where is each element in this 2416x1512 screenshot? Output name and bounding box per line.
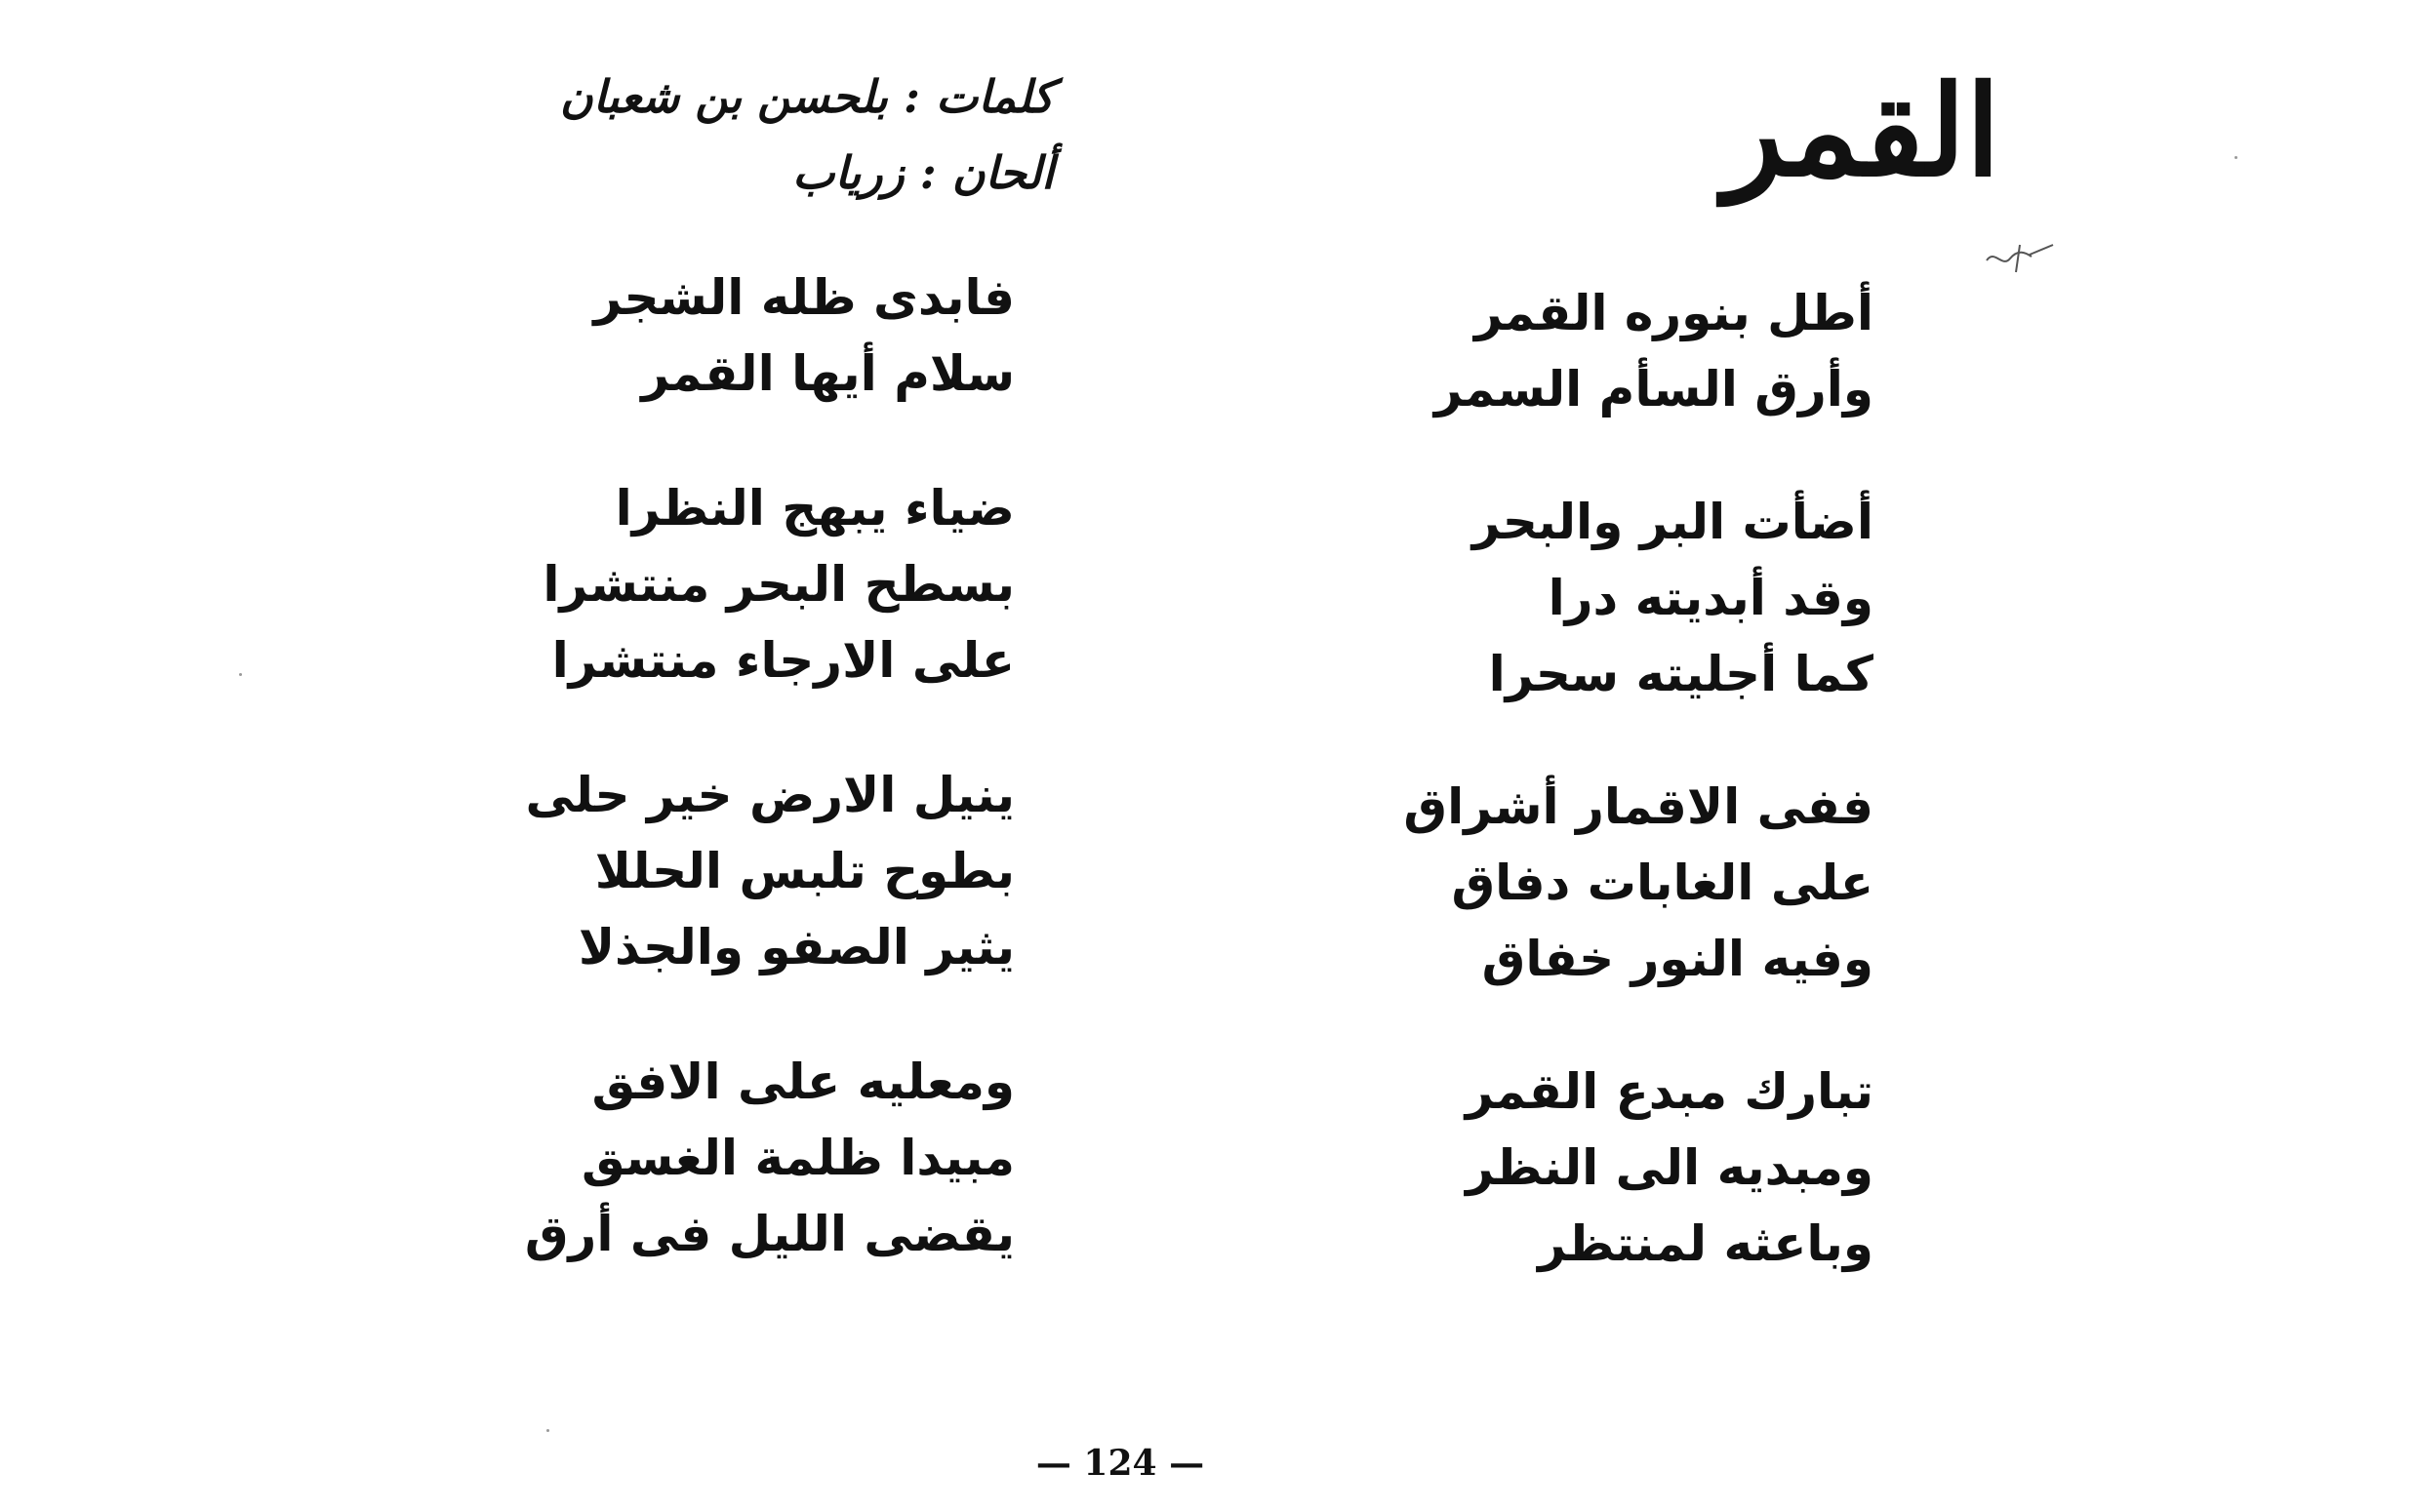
stanza [351,757,1015,985]
verse-line: وفيه النور خفاق [1481,931,1873,987]
verse-line: أطل بنوره القمر [1473,285,1873,341]
music-credit: ألحان : زرياب [792,146,1054,199]
verse-line: بسطح البحر منتشرا [543,556,1015,613]
verse-line: وباعثه لمنتظر [1538,1215,1873,1272]
right-verse-column [1190,275,1873,1282]
verse-line: وقد أبديته درا [1548,570,1873,626]
verse-line: يثير الصفو والجذلا [578,919,1015,975]
scan-speck [546,1429,549,1432]
verse-line: تبارك مبدع القمر [1465,1063,1873,1120]
stanza [1190,275,1873,427]
verse-line: سلام أيها القمر [641,345,1015,402]
stanza [351,470,1015,698]
verse-line: أضأت البر والبحر [1471,494,1873,550]
credits-block [468,59,1054,211]
verse-line: ضياء يبهج النظرا [615,480,1015,537]
stanza [351,259,1015,412]
left-verse-column [351,259,1015,1272]
verse-line: ومبديه الى النظر [1466,1139,1873,1196]
stanza [351,1044,1015,1272]
scan-speck [2235,156,2237,159]
handwritten-mark-icon [1981,239,2059,278]
lyrics-credit: كلمات : بلحسن بن شعبان [559,70,1054,123]
stanza [1190,1054,1873,1282]
verse-line: فابدى ظله الشجر [593,269,1015,326]
scan-speck [239,673,242,676]
verse-line: ينيل الارض خير حلى [525,767,1015,823]
verse-line: كما أجليته سحرا [1488,646,1873,702]
verse-line: وأرق السأم السمر [1433,361,1873,418]
poem-title: القمر [1723,59,2000,205]
verse-line: على الارجاء منتشرا [551,632,1015,689]
stanza [1190,769,1873,997]
verse-line: بطوح تلبس الحللا [594,843,1015,899]
verse-line: يقضى الليل فى أرق [524,1206,1015,1262]
page-number: — 124 — [1035,1443,1205,1484]
verse-line: على الغابات دفاق [1451,855,1873,911]
verse-line: ففى الاقمار أشراق [1403,778,1873,835]
stanza [1190,484,1873,712]
verse-line: مبيدا ظلمة الغسق [581,1130,1015,1186]
verse-line: ومعليه على الافق [591,1054,1015,1110]
